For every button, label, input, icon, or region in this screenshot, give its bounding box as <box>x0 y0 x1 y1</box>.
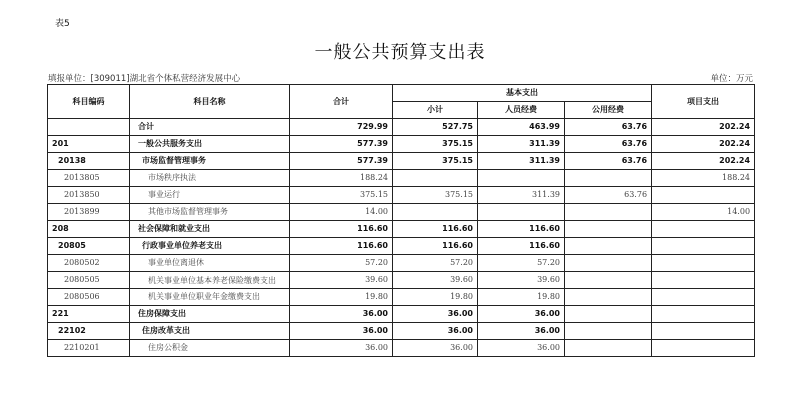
cell-project: 202.24 <box>652 153 755 170</box>
cell-total: 36.00 <box>290 340 393 357</box>
page-title: 一般公共预算支出表 <box>314 42 486 63</box>
table-row <box>48 289 755 306</box>
cell-code: 208 <box>48 221 130 238</box>
cell-personnel: 463.99 <box>478 119 565 136</box>
cell-personnel: 36.00 <box>478 340 565 357</box>
cell-personnel: 311.39 <box>478 187 565 204</box>
cell-code: 2013850 <box>48 187 130 204</box>
cell-project: 202.24 <box>652 136 755 153</box>
cell-project <box>652 323 755 340</box>
budget-table <box>47 84 755 357</box>
cell-name: 社会保障和就业支出 <box>130 221 290 238</box>
cell-subtotal: 36.00 <box>393 306 478 323</box>
cell-name: 住房保障支出 <box>130 306 290 323</box>
cell-personnel: 36.00 <box>478 306 565 323</box>
cell-total: 19.80 <box>290 289 393 306</box>
cell-public <box>565 323 652 340</box>
table-body <box>48 119 755 357</box>
cell-code: 20805 <box>48 238 130 255</box>
cell-code: 2210201 <box>48 340 130 357</box>
cell-subtotal: 375.15 <box>393 153 478 170</box>
cell-subtotal: 39.60 <box>393 272 478 289</box>
cell-subtotal: 36.00 <box>393 340 478 357</box>
cell-name: 机关事业单位职业年金缴费支出 <box>130 289 290 306</box>
table-row <box>48 187 755 204</box>
cell-public <box>565 255 652 272</box>
cell-subtotal: 116.60 <box>393 238 478 255</box>
cell-subtotal: 527.75 <box>393 119 478 136</box>
cell-personnel: 116.60 <box>478 238 565 255</box>
cell-public: 63.76 <box>565 153 652 170</box>
header-subtotal: 小计 <box>393 102 478 119</box>
cell-project <box>652 340 755 357</box>
cell-public: 63.76 <box>565 136 652 153</box>
header-total: 合计 <box>290 85 393 119</box>
currency-unit: 单位：万元 <box>710 74 753 84</box>
header-project: 项目支出 <box>652 85 755 119</box>
cell-public <box>565 306 652 323</box>
cell-code: 2080505 <box>48 272 130 289</box>
table-row <box>48 255 755 272</box>
cell-subtotal <box>393 170 478 187</box>
table-row <box>48 221 755 238</box>
table-row <box>48 272 755 289</box>
cell-personnel: 39.60 <box>478 272 565 289</box>
cell-name: 事业单位离退休 <box>130 255 290 272</box>
header-name: 科目名称 <box>130 85 290 119</box>
cell-project <box>652 255 755 272</box>
cell-name: 住房公积金 <box>130 340 290 357</box>
cell-project: 202.24 <box>652 119 755 136</box>
cell-total: 116.60 <box>290 221 393 238</box>
cell-personnel: 311.39 <box>478 136 565 153</box>
cell-personnel: 116.60 <box>478 221 565 238</box>
cell-personnel: 311.39 <box>478 153 565 170</box>
cell-public <box>565 272 652 289</box>
cell-name: 一般公共服务支出 <box>130 136 290 153</box>
table-row <box>48 323 755 340</box>
cell-name: 机关事业单位基本养老保险缴费支出 <box>130 272 290 289</box>
table-row <box>48 153 755 170</box>
cell-name: 其他市场监督管理事务 <box>130 204 290 221</box>
table-row <box>48 119 755 136</box>
table-row <box>48 306 755 323</box>
table-row <box>48 170 755 187</box>
cell-name: 行政事业单位养老支出 <box>130 238 290 255</box>
reporting-unit: 填报单位：[309011]湖北省个体私营经济发展中心 <box>48 74 241 84</box>
cell-name: 市场秩序执法 <box>130 170 290 187</box>
cell-subtotal <box>393 204 478 221</box>
cell-public <box>565 340 652 357</box>
header-basic: 基本支出 <box>393 85 652 102</box>
cell-code: 2080502 <box>48 255 130 272</box>
cell-project <box>652 221 755 238</box>
cell-total: 57.20 <box>290 255 393 272</box>
header-public: 公用经费 <box>565 102 652 119</box>
header-code: 科目编码 <box>48 85 130 119</box>
cell-code <box>48 119 130 136</box>
table-row <box>48 340 755 357</box>
cell-public <box>565 221 652 238</box>
table-row <box>48 238 755 255</box>
cell-code: 2080506 <box>48 289 130 306</box>
cell-public <box>565 204 652 221</box>
cell-total: 577.39 <box>290 136 393 153</box>
cell-personnel: 19.80 <box>478 289 565 306</box>
cell-total: 577.39 <box>290 153 393 170</box>
cell-code: 2013805 <box>48 170 130 187</box>
cell-project <box>652 238 755 255</box>
table-tag: 表5 <box>55 19 70 29</box>
cell-project: 188.24 <box>652 170 755 187</box>
table-row <box>48 204 755 221</box>
cell-public <box>565 238 652 255</box>
cell-total: 36.00 <box>290 323 393 340</box>
cell-name: 事业运行 <box>130 187 290 204</box>
cell-total: 116.60 <box>290 238 393 255</box>
cell-subtotal: 375.15 <box>393 136 478 153</box>
cell-total: 36.00 <box>290 306 393 323</box>
cell-name: 市场监督管理事务 <box>130 153 290 170</box>
cell-code: 221 <box>48 306 130 323</box>
cell-total: 14.00 <box>290 204 393 221</box>
cell-personnel: 36.00 <box>478 323 565 340</box>
cell-subtotal: 57.20 <box>393 255 478 272</box>
cell-public: 63.76 <box>565 187 652 204</box>
cell-subtotal: 116.60 <box>393 221 478 238</box>
table-row <box>48 136 755 153</box>
cell-project: 14.00 <box>652 204 755 221</box>
cell-code: 2013899 <box>48 204 130 221</box>
header-personnel: 人员经费 <box>478 102 565 119</box>
cell-total: 729.99 <box>290 119 393 136</box>
cell-subtotal: 19.80 <box>393 289 478 306</box>
cell-public <box>565 289 652 306</box>
cell-project <box>652 187 755 204</box>
cell-code: 20138 <box>48 153 130 170</box>
cell-personnel <box>478 170 565 187</box>
cell-project <box>652 272 755 289</box>
cell-code: 22102 <box>48 323 130 340</box>
cell-public: 63.76 <box>565 119 652 136</box>
cell-project <box>652 289 755 306</box>
cell-subtotal: 375.15 <box>393 187 478 204</box>
cell-personnel <box>478 204 565 221</box>
cell-total: 188.24 <box>290 170 393 187</box>
cell-code: 201 <box>48 136 130 153</box>
cell-public <box>565 170 652 187</box>
cell-total: 375.15 <box>290 187 393 204</box>
cell-subtotal: 36.00 <box>393 323 478 340</box>
cell-project <box>652 306 755 323</box>
cell-total: 39.60 <box>290 272 393 289</box>
cell-name: 合计 <box>130 119 290 136</box>
cell-personnel: 57.20 <box>478 255 565 272</box>
cell-name: 住房改革支出 <box>130 323 290 340</box>
